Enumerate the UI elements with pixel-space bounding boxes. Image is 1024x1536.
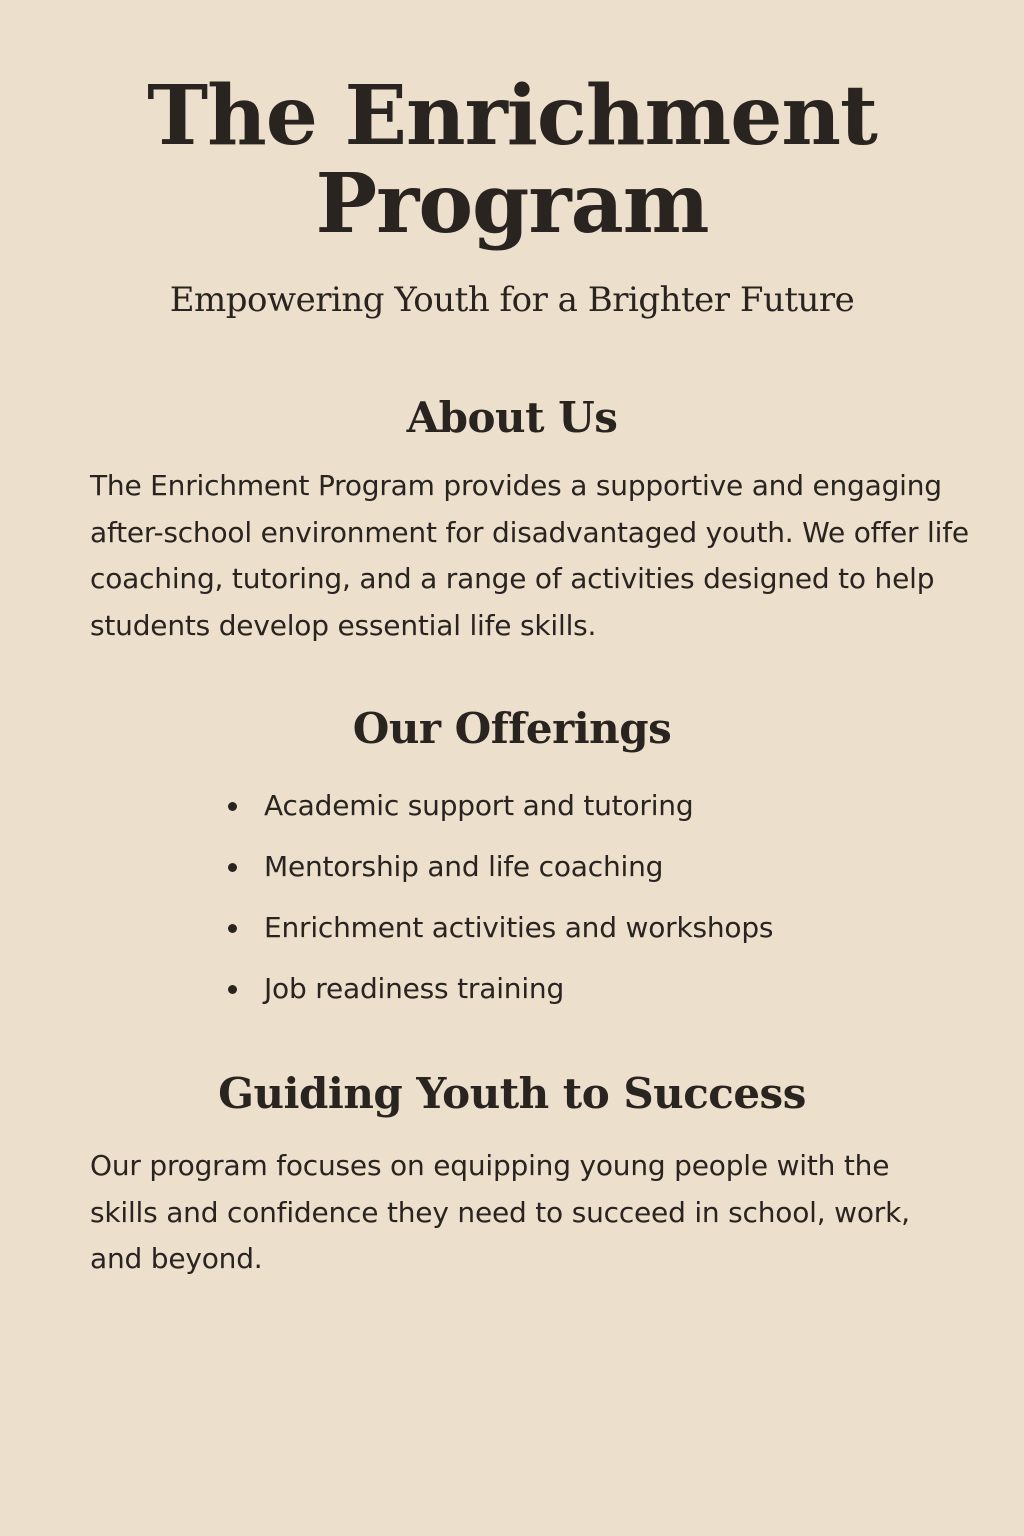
- list-item-label: Job readiness training: [264, 972, 565, 1005]
- offerings-list: [226, 782, 946, 1026]
- list-item-label: Academic support and tutoring: [264, 789, 694, 822]
- list-item-label: Enrichment activities and workshops: [264, 911, 774, 944]
- our-offerings-heading: Our Offerings: [352, 704, 672, 753]
- list-item: [226, 965, 946, 1026]
- bullet-icon: [228, 863, 237, 872]
- list-item: [226, 904, 946, 965]
- page-title-line-2: Program: [315, 156, 709, 252]
- page-title: [0, 68, 1024, 252]
- about-us-text: The Enrichment Program provides a supportive and engaging after-school environment for disadvantaged youth. We offer life coaching, tutoring, and a range of activities designed to help students develop essential life skills.: [90, 469, 969, 642]
- guiding-youth-heading: Guiding Youth to Success: [218, 1069, 806, 1118]
- bullet-icon: [228, 802, 237, 811]
- bullet-icon: [228, 924, 237, 933]
- page-subtitle: Empowering Youth for a Brighter Future: [169, 280, 855, 320]
- list-item: [226, 782, 946, 843]
- about-us-heading: About Us: [406, 393, 618, 442]
- page-title-line-1: The Enrichment: [147, 68, 877, 164]
- guiding-youth-text: Our program focuses on equipping young people with the skills and confidence they need to succeed in school, work, and beyond.: [90, 1149, 910, 1275]
- bullet-icon: [228, 985, 237, 994]
- list-item-label: Mentorship and life coaching: [264, 850, 664, 883]
- list-item: [226, 843, 946, 904]
